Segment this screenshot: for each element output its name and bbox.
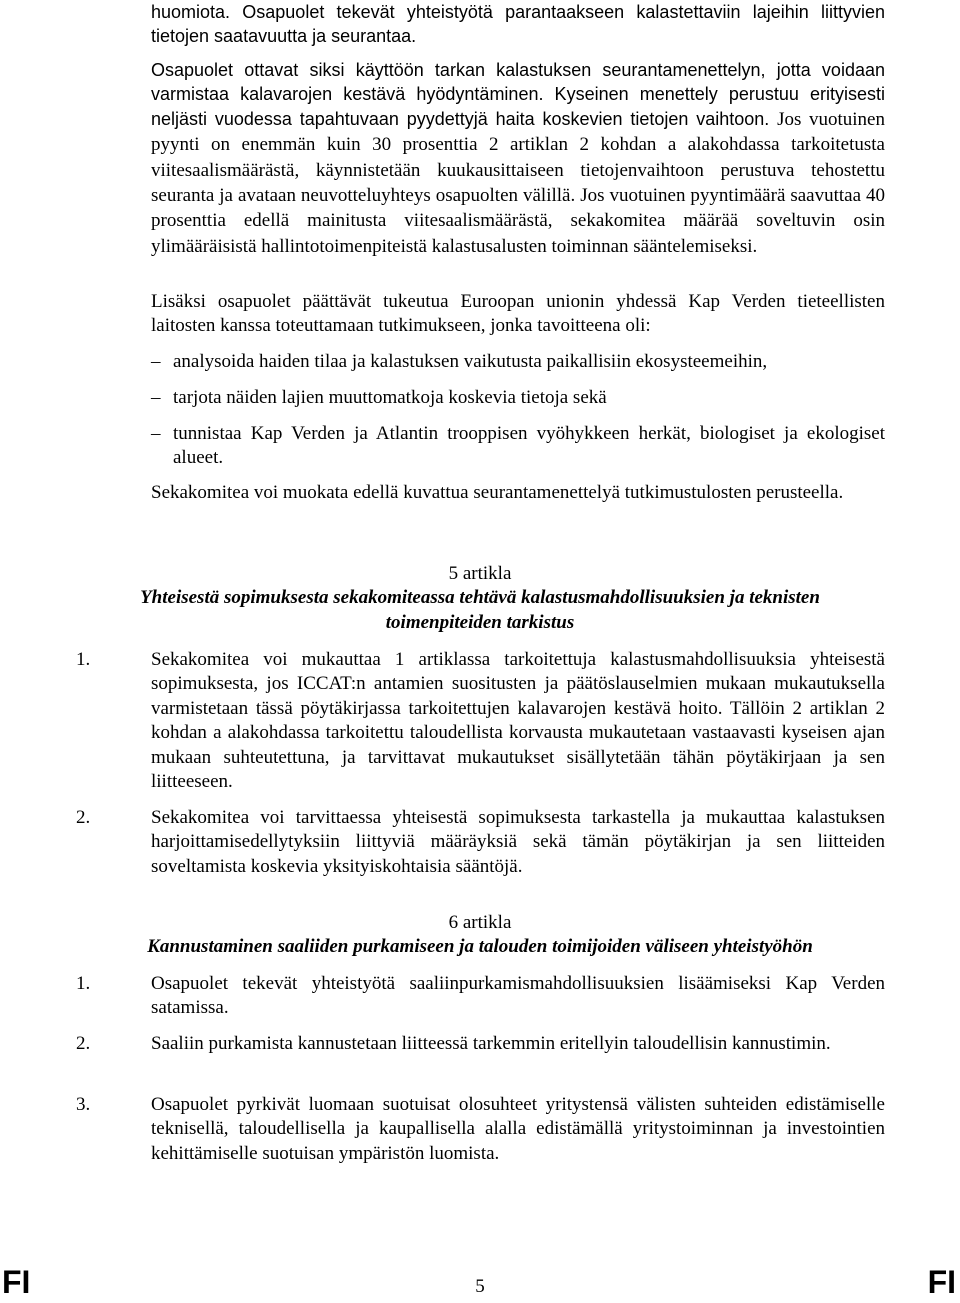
article-number: 6 artikla [448, 912, 512, 933]
article-6-heading [90, 911, 870, 960]
article-6-item-1: Osapuolet tekevät yhteistyötä saaliinpurkamismahdollisuuksien lisäämiseksi Kap Verden satamissa. [151, 973, 885, 1019]
paragraph-monitoring-procedure [151, 58, 885, 259]
article-6-item-2: Saaliin purkamista kannustetaan liitteessä tarkemmin eritellyin taloudellisin kannustimin. [151, 1033, 831, 1054]
list-number: 1. [76, 973, 91, 994]
footer-language-left: FI [2, 1264, 31, 1300]
paragraph-research-intro: Lisäksi osapuolet päättävät tukeutua Euroopan unionin yhdessä Kap Verden tieteellisten laitosten kanssa toteuttamaan tutkimukseen, jonka tavoitteena oli: [151, 291, 885, 337]
monitoring-sentence-1: Osapuolet ottavat siksi käyttöön tarkan kalastuksen seurantamenettelyn, jotta voidaan varmistaa kalavarojen kestävä hyödyntäminen. Kyseinen menettely perustuu erityisesti neljästi vuodessa tapahtuvaan pyydettyjä haita koskevien tietojen vaihtoon. [151, 60, 885, 129]
article-number: 5 artikla [448, 563, 512, 584]
research-item: – tunnistaa Kap Verden ja Atlantin trooppisen vyöhykkeen herkät, biologiset ja ekologiset alueet. [151, 423, 885, 469]
research-item: – analysoida haiden tilaa ja kalastuksen vaikutusta paikallisiin ekosysteemeihin, [151, 350, 885, 374]
research-item: – tarjota näiden lajien muuttomatkoja koskevia tietoja sekä [151, 386, 885, 410]
list-number: 2. [76, 1033, 91, 1054]
list-number: 1. [76, 649, 91, 670]
article-5-heading [90, 562, 870, 635]
article-5-item-1: Sekakomitea voi mukauttaa 1 artiklassa tarkoitettuja kalastusmahdollisuuksia yhteisestä sopimuksesta, jos ICCAT:n antamien suositusten ja päätöslauselmien mukaan mukautuksella varmistetaan tässä pöytäkirjassa tarkoitettujen kalavarojen kestävä hoito. Tällöin 2 artiklan 2 kohdan a alakohdassa tarkoitettu taloudellista korvausta mukautetaan vastaavasti kyseisen ajan mukaan suhteutettuna, ja tarvittavat mukautukset sisällytetään tähän pöytäkirjaan ja sen liitteeseen. [151, 649, 885, 793]
paragraph-continuation: huomiota. Osapuolet tekevät yhteistyötä parantaakseen kalastettaviin lajeihin liittyvien tietojen saatavuutta ja seurantaa. [151, 2, 885, 47]
dash-marker: – [151, 423, 161, 444]
list-number: 3. [76, 1094, 91, 1115]
article-title: Kannustaminen saaliiden purkamiseen ja talouden toimijoiden väliseen yhteistyöhön [147, 936, 813, 958]
dash-marker: – [151, 387, 161, 408]
article-5-item-2: Sekakomitea voi tarvittaessa yhteisestä sopimuksesta tarkastella ja mukauttaa kalastuksen harjoittamisedellytyksiin liittyviä määräyksiä sekä tämän pöytäkirjan ja sen liitteiden soveltamista koskevia yksityiskohtaisia sääntöjä. [151, 807, 885, 877]
article-6-item-3: Osapuolet pyrkivät luomaan suotuisat olosuhteet yritystensä välisten suhteiden edistämiselle teknisellä, taloudellisella ja kaupallisella alalla edistämällä yritystoiminnan ja investointien kehittämiselle suotuisan ympäristön luomista. [151, 1094, 885, 1164]
article-title: Yhteisestä sopimuksesta sekakomiteassa tehtävä kalastusmahdollisuuksien ja teknisten toimenpiteiden tarkistus [140, 587, 820, 633]
monitoring-sentence-2: Jos vuotuinen pyynti on enemmän kuin 30 prosenttia 2 artiklan 2 kohdan a alakohdassa tarkoitetusta viitesaalismäärästä, käynnistetään kuukausittaiseen tietojenvaihtoon perustuva tehostettu seuranta ja avataan neuvotteluyhteys osapuolten välillä. Jos vuotuinen pyyntimäärä saavuttaa 40 prosenttia edellä mainitusta viitesaalismäärästä, sekakomitea määrää soveltuvin osin ylimääräisistä hallintotoimenpiteistä kalastusalusten toiminnan sääntelemiseksi. [151, 108, 885, 257]
dash-marker: – [151, 351, 161, 372]
list-number: 2. [76, 807, 91, 828]
paragraph-research-closing: Sekakomitea voi muokata edellä kuvattua seurantamenettelyä tutkimustulosten perusteella. [151, 482, 844, 503]
footer-language-right: FI [927, 1264, 956, 1300]
footer-page-number: 5 [475, 1276, 485, 1297]
